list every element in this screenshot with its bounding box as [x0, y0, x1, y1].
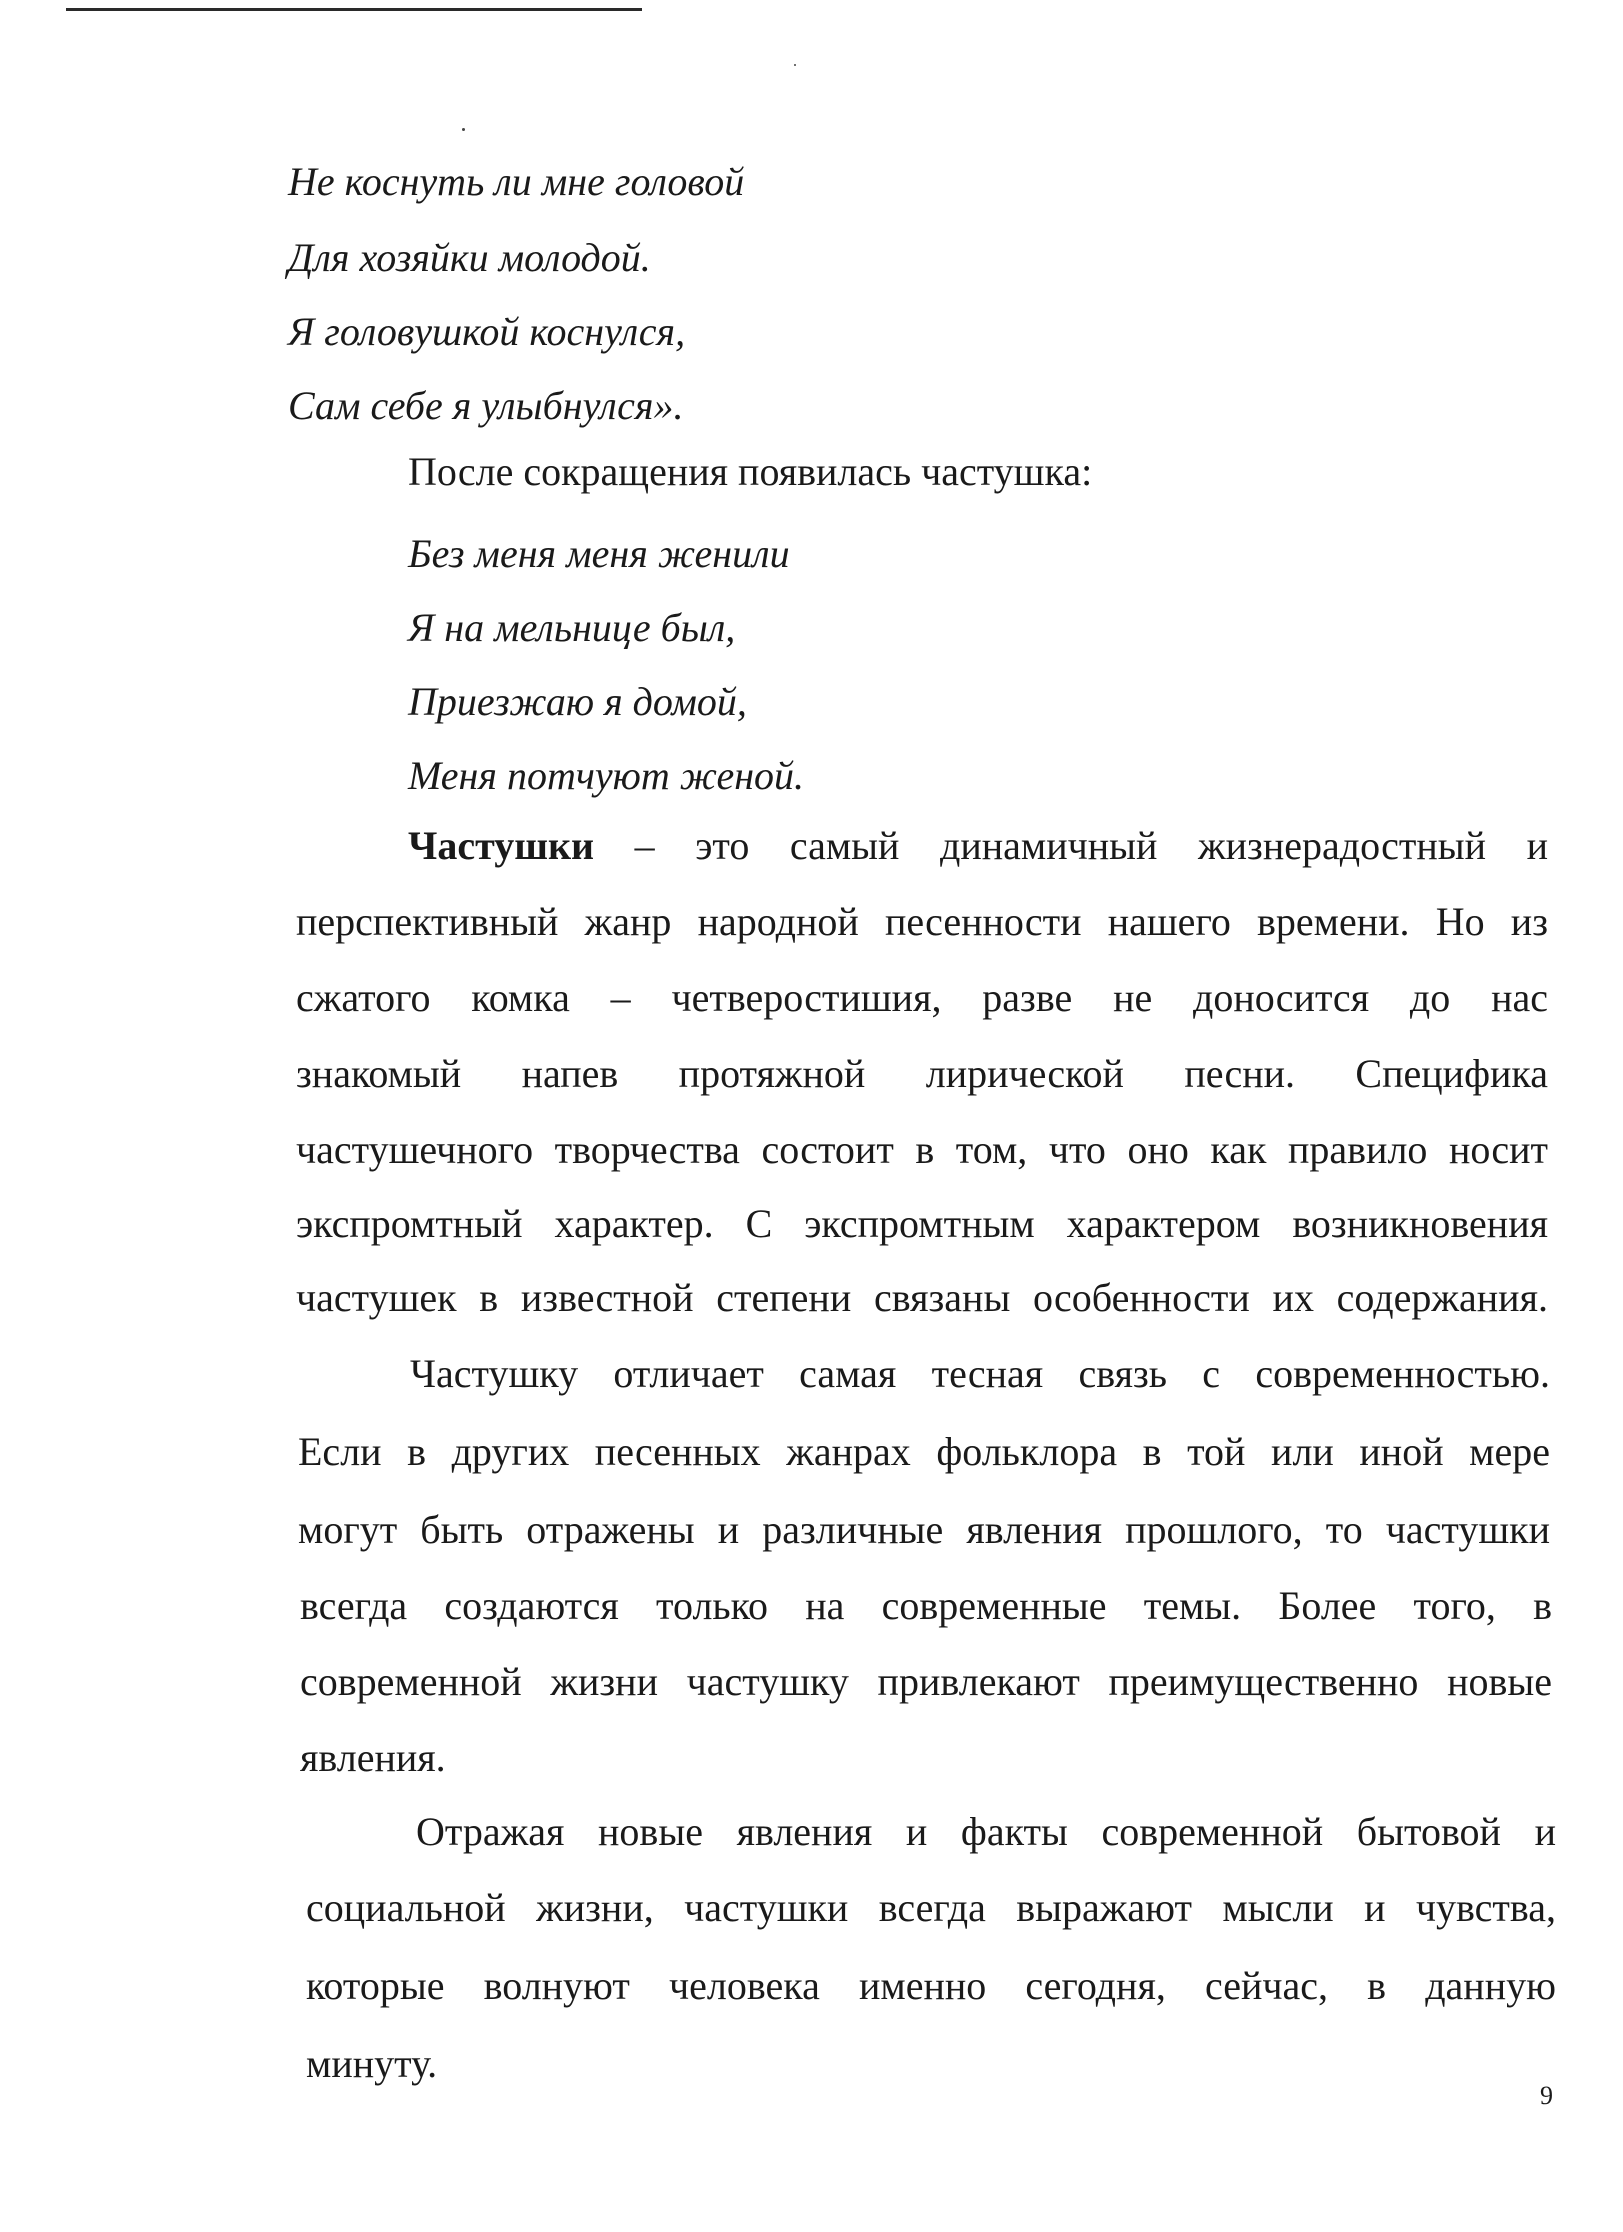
paragraph-three-line: которые волнуют человека именно сегодня, сейчас, в данную	[306, 1963, 1556, 2008]
paragraph-three-line: социальной жизни, частушки всегда выражают мысли и чувства,	[306, 1885, 1556, 1930]
paragraph-three-line: минуту.	[306, 2041, 438, 2086]
poem-two-line: Меня потчуют женой.	[408, 753, 805, 798]
poem-one-line: Сам себе я улыбнулся».	[288, 383, 684, 428]
paragraph-two-line: современной жизни частушку привлекают преимущественно новые	[300, 1659, 1552, 1704]
paragraph-two-line: Частушку отличает самая тесная связь с современностью.	[410, 1351, 1550, 1396]
poem-two-line: Приезжаю я домой,	[408, 679, 747, 724]
term-chastushki: Частушки	[408, 823, 595, 868]
paragraph-two-line: всегда создаются только на современные темы. Более того, в	[300, 1583, 1552, 1628]
poem-one-line: Я головушкой коснулся,	[288, 309, 686, 354]
top-rule	[66, 8, 642, 11]
poem-two-line: Без меня меня женили	[408, 531, 790, 576]
poem-one-line: Для хозяйки молодой.	[288, 235, 651, 280]
paragraph-two-line: Если в других песенных жанрах фольклора в той или иной мере	[298, 1429, 1550, 1474]
paragraph-one-line: экспромтный характер. С экспромтным характером возникновения	[296, 1201, 1548, 1246]
paragraph-one-line: частушек в известной степени связаны особенности их содержания.	[296, 1275, 1548, 1320]
paragraph-one-line	[408, 822, 1548, 870]
paragraph-one-line: перспективный жанр народной песенности нашего времени. Но из	[296, 899, 1548, 944]
intro-line: После сокращения появилась частушка:	[408, 449, 1093, 494]
scan-speck	[794, 64, 796, 66]
paragraph-two-line: могут быть отражены и различные явления прошлого, то частушки	[298, 1507, 1550, 1552]
page-number: 9	[1540, 2081, 1553, 2110]
poem-one-line: Не коснуть ли мне головой	[288, 159, 745, 204]
paragraph-one-line: сжатого комка – четверостишия, разве не доносится до нас	[296, 975, 1548, 1020]
paragraph-one-line-rest: – это самый динамичный жизнерадостный и	[594, 823, 1548, 868]
scan-speck	[462, 128, 465, 131]
poem-two-line: Я на мельнице был,	[408, 605, 736, 650]
paragraph-two-line: явления.	[300, 1735, 446, 1780]
paragraph-one-line: частушечного творчества состоит в том, что оно как правило носит	[296, 1127, 1548, 1172]
paragraph-three-line: Отражая новые явления и факты современной бытовой и	[416, 1809, 1556, 1854]
paragraph-one-line: знакомый напев протяжной лирической песни. Специфика	[296, 1051, 1548, 1096]
